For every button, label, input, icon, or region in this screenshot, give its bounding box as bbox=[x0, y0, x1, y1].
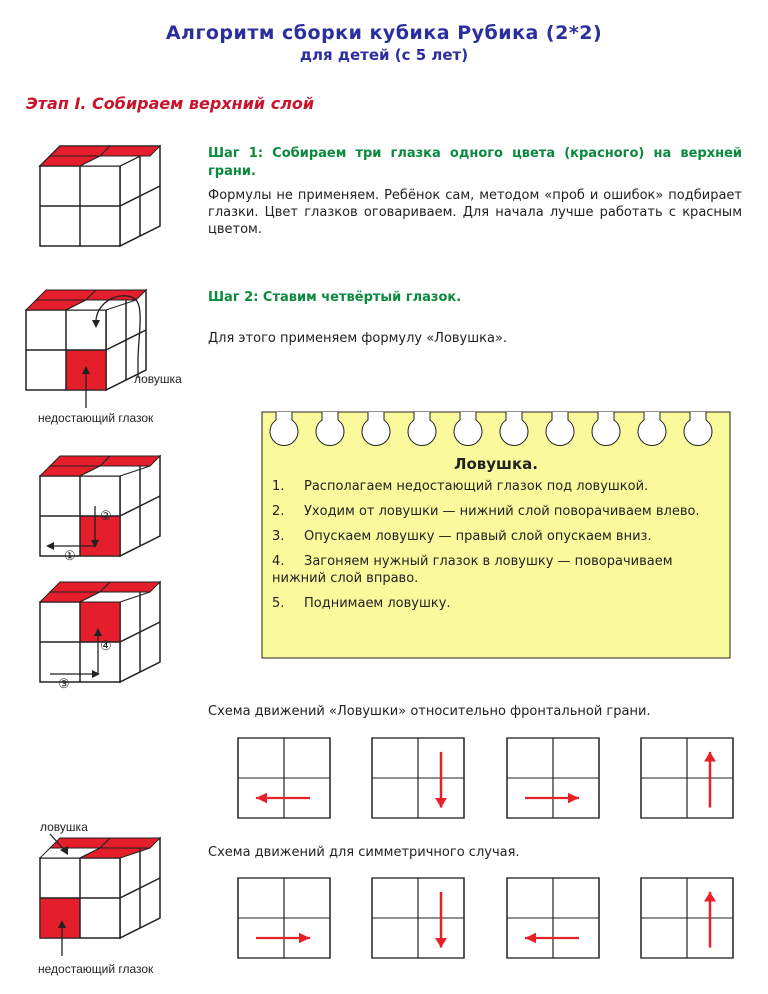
step1-label: Шаг 1 bbox=[208, 146, 258, 161]
scheme1-caption: Схема движений «Ловушки» относительно фронтальной грани. bbox=[208, 704, 651, 719]
step1-text: Формулы не применяем. Ребёнок сам, методом «проб и ошибок» подбирает глазки. Цвет глазков оговариваем. Для начала лучше работать с красным цветом. bbox=[208, 188, 742, 237]
trap-step-4: 4. Загоняем нужный глазок в ловушку — поворачиваем нижний слой вправо. bbox=[272, 554, 673, 586]
label-trap-2: ловушка bbox=[40, 820, 88, 834]
cube-symmetric bbox=[40, 838, 170, 953]
trap-step-3: 3. Опускаем ловушку — правый слой опускаем вниз. bbox=[272, 529, 652, 544]
move-scheme-grid bbox=[238, 878, 330, 958]
marker-4: ④ bbox=[100, 638, 112, 653]
trap-step-1: 1. Располагаем недостающий глазок под ловушкой. bbox=[272, 479, 649, 494]
trap-note-list bbox=[272, 478, 722, 620]
scheme2-caption: Схема движений для симметричного случая. bbox=[208, 845, 520, 860]
trap-note-title: Ловушка. bbox=[454, 455, 538, 473]
step1-block bbox=[208, 145, 742, 238]
step1-heading-text: Собираем три глазка одного цвета (красного) на верхней грани. bbox=[208, 146, 743, 179]
marker-1: ① bbox=[64, 548, 76, 563]
move-scheme-grid bbox=[372, 738, 464, 818]
step2-heading: Шаг 2: Ставим четвёртый глазок. bbox=[208, 290, 462, 305]
label-missing-2: недостающий глазок bbox=[38, 962, 154, 976]
move-scheme-grid bbox=[507, 738, 599, 818]
move-scheme-grid bbox=[641, 878, 733, 958]
marker-3: ③ bbox=[58, 676, 70, 691]
move-scheme-grid bbox=[372, 878, 464, 958]
step2-text: Для этого применяем формулу «Ловушка». bbox=[208, 331, 508, 346]
page-title: Алгоритм сборки кубика Рубика (2*2) bbox=[165, 22, 603, 44]
marker-2: ② bbox=[100, 508, 112, 523]
stage-heading: Этап I. Собираем верхний слой bbox=[26, 94, 315, 113]
page-subtitle: для детей (с 5 лет) bbox=[299, 46, 469, 64]
move-scheme-grid bbox=[238, 738, 330, 818]
trap-step-5: 5. Поднимаем ловушку. bbox=[272, 596, 451, 611]
trap-step-2: 2. Уходим от ловушки — нижний слой поворачиваем влево. bbox=[272, 504, 700, 519]
move-scheme-grid bbox=[507, 878, 599, 958]
label-trap-1: ловушка bbox=[134, 372, 182, 386]
step1-heading: Шаг 1: Собираем три глазка одного цвета (красного) на верхней грани. bbox=[208, 146, 743, 179]
move-scheme-grid bbox=[641, 738, 733, 818]
cube-step1 bbox=[40, 146, 170, 256]
label-missing-1: недостающий глазок bbox=[38, 411, 154, 425]
